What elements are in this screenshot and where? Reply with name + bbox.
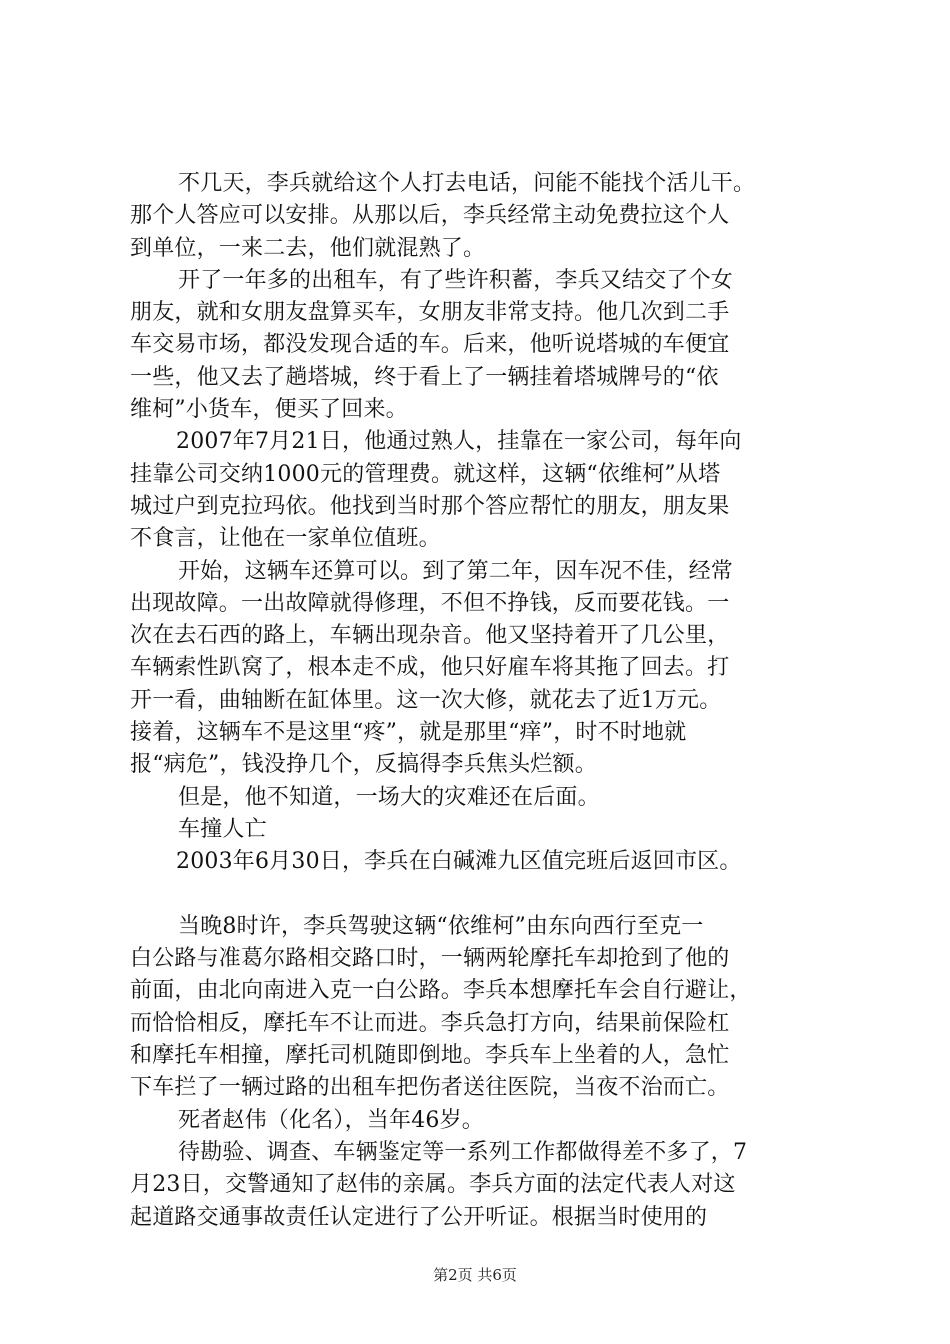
text-line: 但是，他不知道，一场大的灾难还在后面。 (178, 784, 600, 810)
text-line: 当晚8时许，李兵驾驶这辆“依维柯”由东向西行至克一 (178, 913, 704, 939)
text-line: 月23日，交警通知了赵伟的亲属。李兵方面的法定代表人对这 (130, 1172, 736, 1198)
text-line: 那个人答应可以安排。从那以后，李兵经常主动免费拉这个人 (130, 203, 730, 229)
text-line: 而恰恰相反，摩托车不让而进。李兵急打方向，结果前保险杠 (130, 1010, 730, 1036)
text-line: 2003年6月30日，李兵在白碱滩九区值完班后返回市区。 (176, 849, 742, 875)
text-line: 维柯”小货车，便买了回来。 (130, 397, 408, 423)
text-line: 起道路交通事故责任认定进行了公开听证。根据当时使用的 (130, 1204, 708, 1230)
page-footer (0, 1265, 950, 1285)
text-line: 不几天，李兵就给这个人打去电话，问能不能找个活儿干。 (178, 171, 756, 196)
text-line: 下车拦了一辆过路的出租车把伤者送往医院，当夜不治而亡。 (130, 1075, 730, 1101)
text-line: 开一看，曲轴断在缸体里。这一次大修，就花去了近1万元。 (130, 687, 722, 713)
text-line: 朋友，就和女朋友盘算买车，女朋友非常支持。他几次到二手 (130, 300, 730, 326)
blank-line (130, 879, 830, 911)
text-line: 接着，这辆车不是这里“疼”，就是那里“痒”，时不时地就 (130, 720, 687, 746)
text-line: 待勘验、调查、车辆鉴定等一系列工作都做得差不多了，7 (178, 1139, 748, 1165)
text-line: 白公路与准葛尔路相交路口时，一辆两轮摩托车却抢到了他的 (130, 946, 730, 972)
page-number-label: 第2页 共6页 (433, 1266, 517, 1284)
text-line: 次在去石西的路上，车辆出现杂音。他又坚持着开了几公里， (130, 623, 730, 649)
text-line: 开始，这辆车还算可以。到了第二年，因车况不佳，经常 (178, 558, 734, 584)
section-heading: 车撞人亡 (178, 816, 267, 842)
text-line: 开了一年多的出租车，有了些许积蓄，李兵又结交了个女 (178, 267, 734, 293)
text-line: 和摩托车相撞，摩托司机随即倒地。李兵车上坐着的人，急忙 (130, 1043, 730, 1069)
text-line: 出现故障。一出故障就得修理，不但不挣钱，反而要花钱。一 (130, 590, 730, 616)
text-line: 车辆索性趴窝了，根本走不成，他只好雇车将其拖了回去。打 (130, 655, 730, 681)
text-line: 到单位，一来二去，他们就混熟了。 (130, 235, 486, 261)
document-body (130, 168, 830, 1234)
text-line: 死者赵伟（化名），当年46岁。 (178, 1107, 484, 1133)
text-line: 2007年7月21日，他通过熟人，挂靠在一家公司，每年向 (176, 429, 742, 455)
text-line: 挂靠公司交纳1000元的管理费。就这样，这辆“依维柯”从塔 (130, 461, 721, 487)
text-line: 一些，他又去了趟塔城，终于看上了一辆挂着塔城牌号的“依 (130, 364, 719, 390)
text-line: 报“病危”，钱没挣几个，反搞得李兵焦头烂额。 (130, 752, 597, 778)
text-line: 城过户到克拉玛依。他找到当时那个答应帮忙的朋友，朋友果 (130, 493, 730, 519)
text-line: 不食言，让他在一家单位值班。 (130, 526, 441, 552)
text-line: 车交易市场，都没发现合适的车。后来，他听说塔城的车便宜 (130, 332, 730, 358)
text-line: 前面，由北向南进入克一白公路。李兵本想摩托车会自行避让， (130, 978, 752, 1004)
